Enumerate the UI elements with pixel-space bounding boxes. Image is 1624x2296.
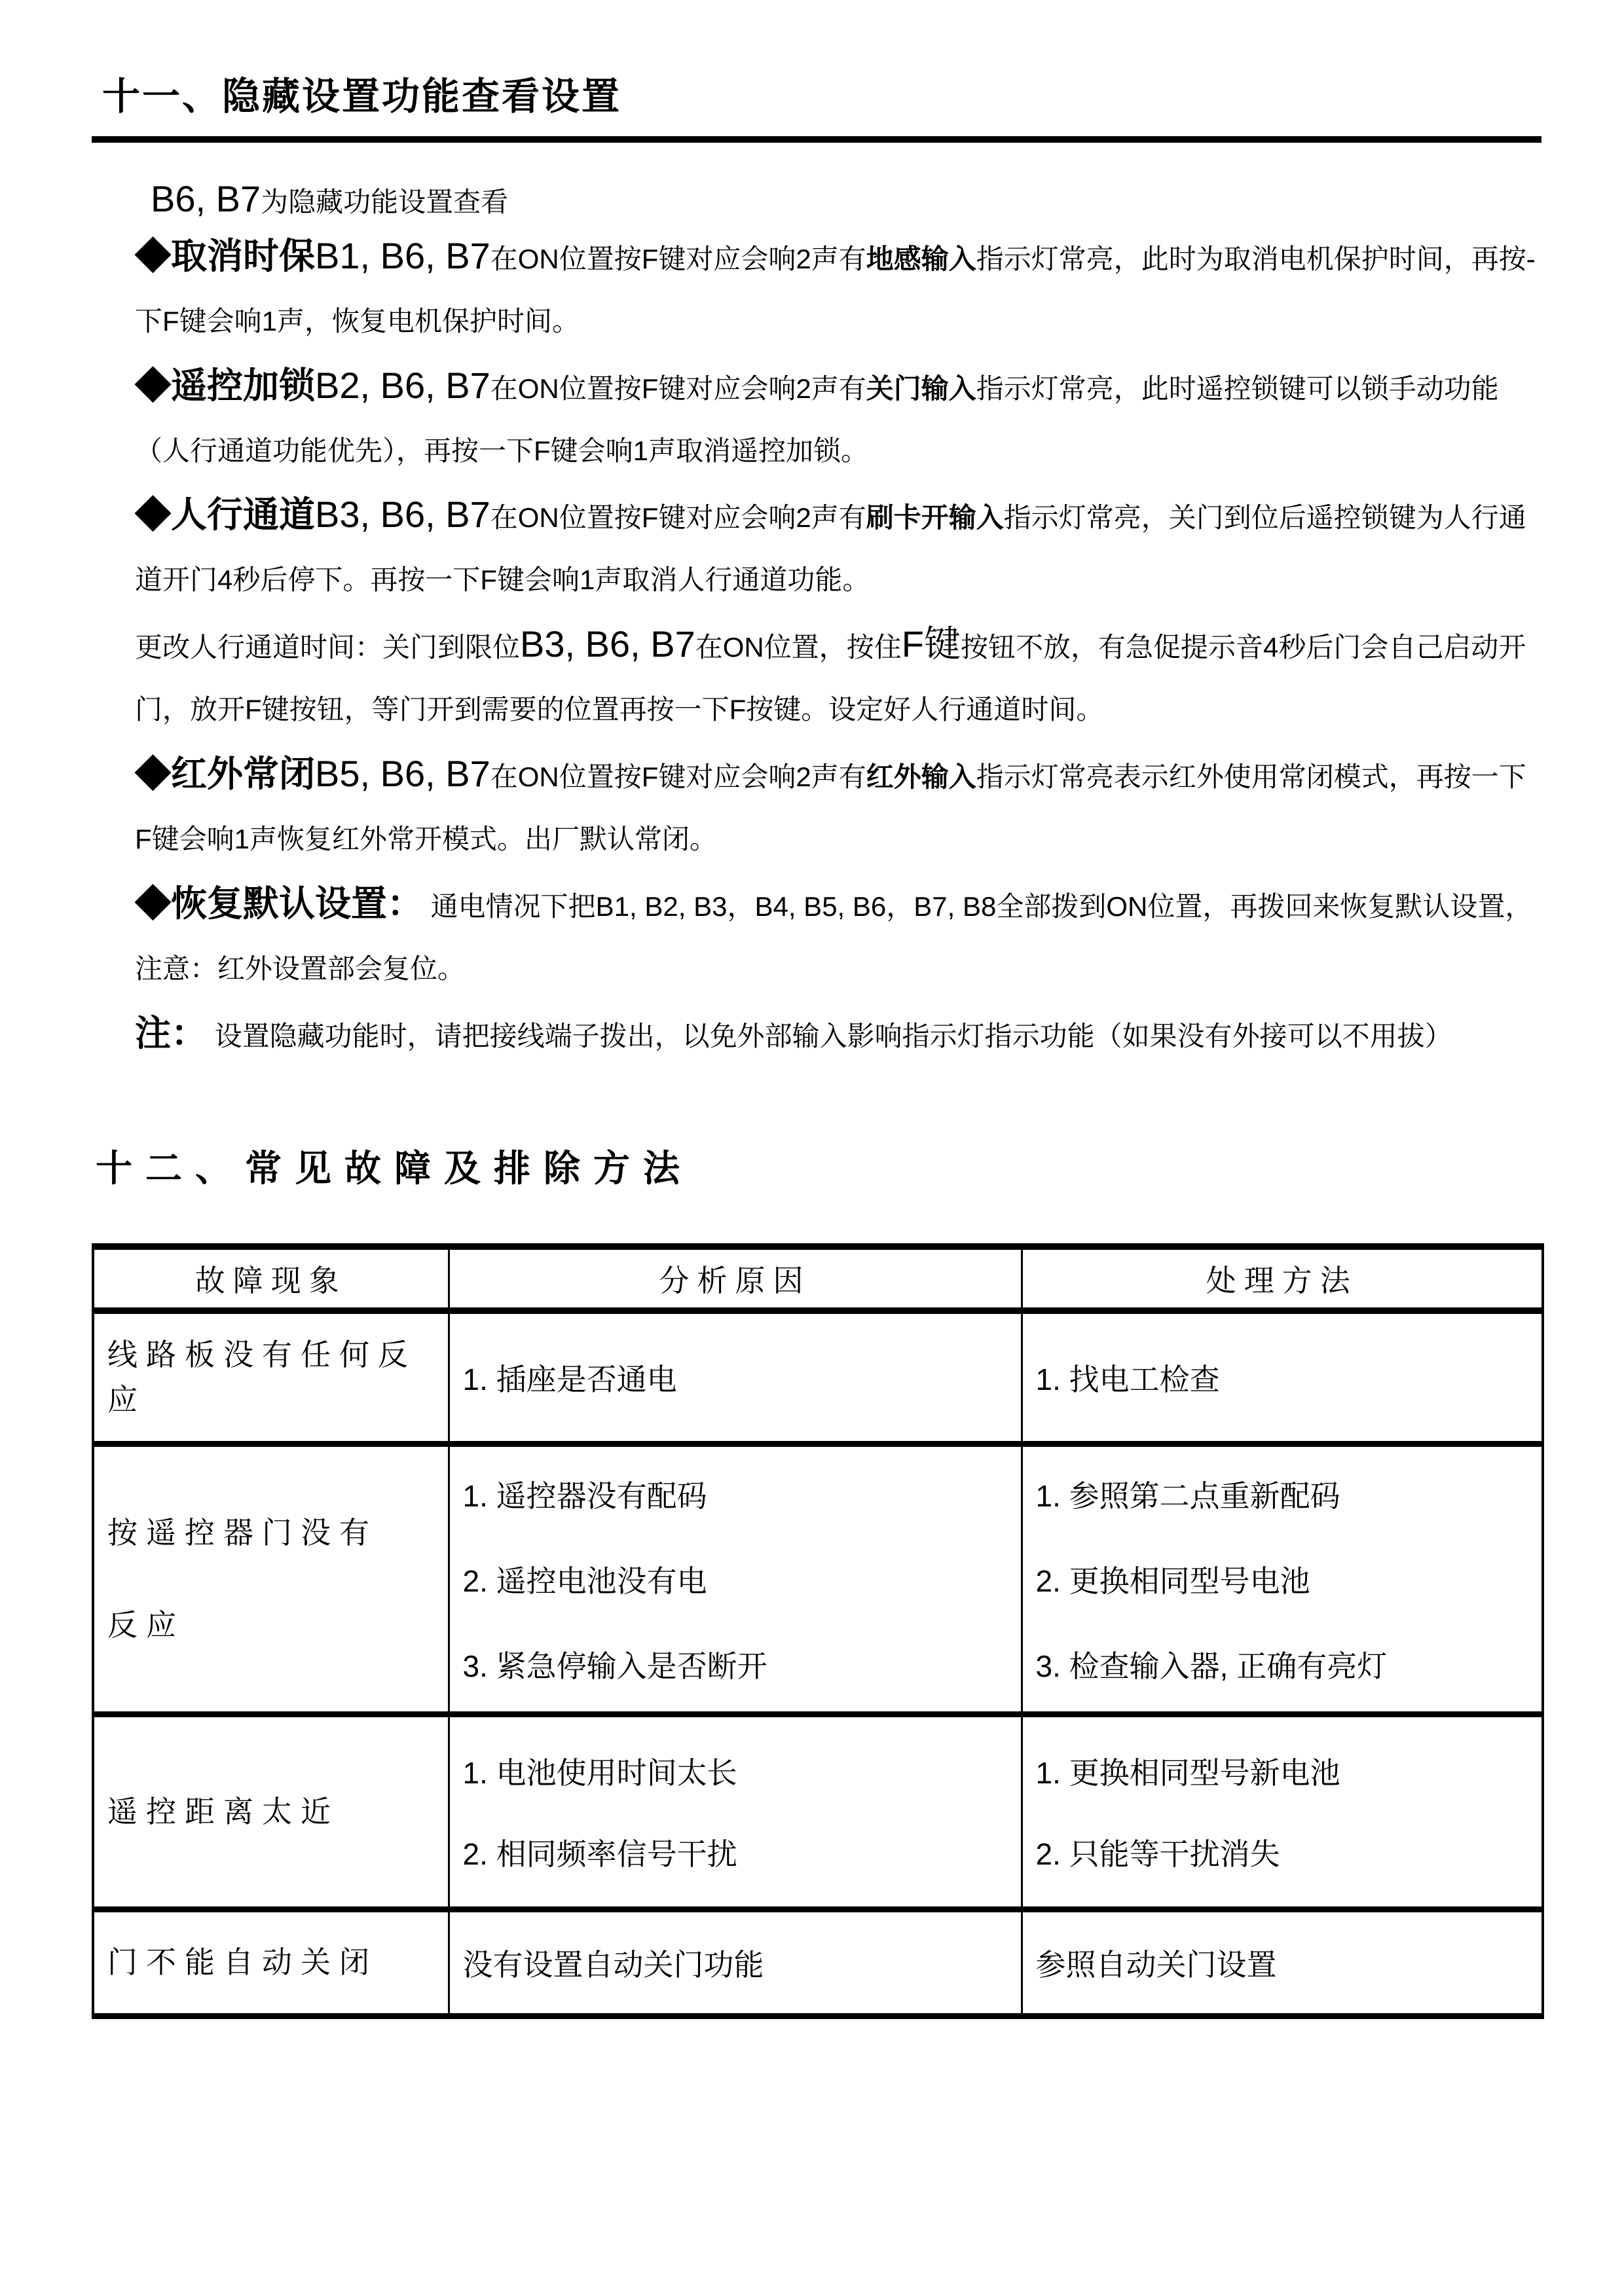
symptom-line: 反应 [107, 1607, 185, 1642]
text-segment: 设置隐藏功能时，请把接线端子拨出，以免外部输入影响指示灯指示功能（如果没有外接可以不用拔） [207, 1020, 1452, 1051]
solution-item: 1. 找电工检查 [1035, 1362, 1220, 1396]
symptom-line: 门不能自动关闭 [107, 1945, 378, 1980]
table-header-row [93, 1247, 1543, 1311]
solution-item: 3. 检查输入器, 正确有亮灯 [1035, 1649, 1388, 1683]
symptom-line: 线路板没有任何反应 [107, 1337, 416, 1417]
cause-item: 1. 电池使用时间太长 [462, 1756, 737, 1791]
paragraph-4 [135, 617, 1541, 741]
text-segment: ◆遥控加锁 [135, 365, 316, 406]
cause-cell [449, 1311, 1022, 1444]
text-segment: B5, B6, B7 [315, 753, 490, 795]
text-segment: 指示灯常亮，此时为取消电机保护时间，再按-下F键会响1声，恢复电机保护时间。 [135, 243, 1536, 337]
text-segment: 在ON位置按F键对应会响2声有 [490, 373, 866, 404]
fault-table-head [93, 1247, 1543, 1311]
text-segment: B1, B6, B7 [315, 234, 490, 276]
header-cell-3: 处理方法 [1022, 1247, 1543, 1311]
symptom-line: 遥控距离太近 [107, 1794, 339, 1829]
solution-item: 2. 只能等干扰消失 [1035, 1837, 1280, 1872]
fault-table-body [93, 1311, 1543, 2016]
paragraph-6 [135, 876, 1541, 1000]
symptom-cell [93, 1444, 449, 1714]
cause-item: 1. 插座是否通电 [462, 1362, 677, 1396]
cause-item: 1. 遥控器没有配码 [462, 1478, 707, 1513]
solution-cell [1022, 1714, 1543, 1909]
text-segment: 指示灯常亮，此时遥控锁键可以锁手动功能（人行通道功能优先），再按一下F键会响1声取消遥控加锁。 [135, 373, 1499, 466]
header-cell-1: 故障现象 [93, 1247, 449, 1311]
text-segment: 红外输入 [866, 761, 976, 793]
text-segment: 为隐藏功能设置查看 [261, 187, 509, 217]
text-segment: 在ON位置按F键对应会响2声有 [490, 243, 866, 274]
text-segment: 注： [135, 1012, 208, 1053]
section12-title: 十二、常见故障及排除方法 [96, 1147, 693, 1189]
fault-table [92, 1243, 1544, 2019]
text-segment: 在ON位置按F键对应会响2声有 [490, 502, 866, 534]
cause-cell [449, 1909, 1022, 2016]
header-cell-2: 分析原因 [449, 1247, 1022, 1311]
cause-item: 2. 遥控电池没有电 [462, 1563, 707, 1598]
text-segment: ◆红外常闭 [135, 754, 316, 795]
table-row-1 [93, 1311, 1543, 1444]
text-segment: 更改人行通道时间：关门到限位 [135, 632, 521, 663]
section11-title: 十一、隐藏设置功能查看设置 [102, 75, 622, 118]
text-segment: B3, B6, B7 [520, 623, 695, 665]
text-segment: 关门输入 [866, 373, 976, 404]
text-segment: 通电情况下把B1, B2, B3，B4, B5, B6，B7, B8全部拨到ON位置，再拨回来恢复默认设置，注意：红外设置部会复位。 [135, 890, 1533, 984]
text-segment: 在ON位置按F键对应会响2声有 [490, 761, 866, 793]
cause-item: 2. 相同频率信号干扰 [462, 1837, 737, 1872]
symptom-cell [93, 1714, 449, 1909]
symptom-cell [93, 1311, 449, 1444]
solution-cell [1022, 1444, 1543, 1714]
solution-cell [1022, 1311, 1543, 1444]
paragraph-7 [135, 1006, 1541, 1068]
text-segment: 按钮不放，有急促提示音4秒后门会自己启动开门，放开F键按钮，等门开到需要的位置再按一下F按键。设定好人行通道时间。 [135, 632, 1526, 725]
text-segment: 刷卡开输入 [866, 502, 1004, 534]
text-segment: 地感输入 [866, 243, 976, 274]
table-row-4 [93, 1909, 1543, 2016]
table-row-2 [93, 1444, 1543, 1714]
solution-item: 2. 更换相同型号电池 [1035, 1563, 1310, 1598]
title-underline [92, 136, 1541, 143]
section11-intro [151, 179, 1541, 222]
cause-item: 3. 紧急停输入是否断开 [462, 1649, 767, 1683]
solution-item: 参照自动关门设置 [1035, 1947, 1277, 1982]
cause-cell [449, 1444, 1022, 1714]
section11-paragraphs [135, 228, 1541, 1068]
text-segment: B6, B7 [151, 178, 261, 219]
paragraph-2 [135, 358, 1541, 483]
text-segment: 在ON位置，按住 [695, 632, 902, 663]
paragraph-1 [135, 228, 1541, 353]
table-row-3 [93, 1714, 1543, 1909]
solution-cell [1022, 1909, 1543, 2016]
solution-item: 1. 更换相同型号新电池 [1035, 1756, 1340, 1791]
text-segment: F键 [901, 623, 961, 665]
text-segment: 指示灯常亮表示红外使用常闭模式，再按一下F键会响1声恢复红外常开模式。出厂默认常闭。 [135, 761, 1526, 854]
paragraph-5 [135, 746, 1541, 871]
text-segment: B2, B6, B7 [315, 364, 490, 406]
text-segment: B3, B6, B7 [315, 494, 490, 536]
cause-item: 没有设置自动关门功能 [462, 1947, 764, 1982]
symptom-cell [93, 1909, 449, 2016]
text-segment: ◆人行通道 [135, 494, 316, 536]
cause-cell [449, 1714, 1022, 1909]
text-segment: ◆恢复默认设置： [135, 883, 424, 924]
text-segment: 指示灯常亮，关门到位后遥控锁键为人行通道开门4秒后停下。再按一下F键会响1声取消人行通道功能。 [135, 502, 1526, 596]
solution-item: 1. 参照第二点重新配码 [1035, 1478, 1340, 1513]
symptom-line: 按遥控器门没有 [107, 1515, 378, 1550]
paragraph-3 [135, 487, 1541, 611]
text-segment: ◆取消时保 [135, 235, 316, 276]
